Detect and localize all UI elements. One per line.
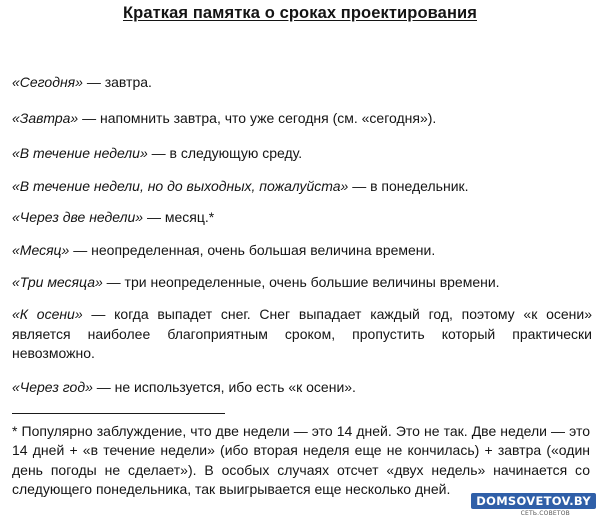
watermark-sub-text: СЕТЬ.СОВЕТОВ bbox=[520, 510, 570, 517]
entry-month bbox=[12, 241, 592, 259]
entry-text: — в понедельник. bbox=[348, 178, 469, 194]
entry-by-autumn bbox=[12, 305, 592, 364]
entry-term: «Сегодня» bbox=[12, 74, 83, 90]
entry-term: «Месяц» bbox=[12, 242, 70, 258]
entry-term: «Завтра» bbox=[12, 110, 79, 126]
footnote-divider bbox=[12, 413, 225, 414]
entry-term: «В течение недели» bbox=[12, 145, 148, 161]
entry-in-a-year bbox=[12, 378, 592, 396]
entry-within-week bbox=[12, 144, 592, 162]
entry-text: — три неопределенные, очень большие величины времени. bbox=[102, 274, 500, 290]
entry-tomorrow bbox=[12, 109, 592, 127]
entry-text: — в следующую среду. bbox=[147, 145, 303, 161]
entry-within-week-before-weekend bbox=[12, 177, 592, 195]
entry-text: — напомнить завтра, что уже сегодня (см. «сегодня»). bbox=[78, 110, 437, 126]
entry-text: — когда выпадет снег. Снег выпадает каждый год, поэтому «к осени» является наиболее благоприятным сроком, пропустить который практически невозможно. bbox=[12, 306, 592, 361]
footnote: * Популярно заблуждение, что две недели — это 14 дней. Это не так. Две недели — это 14 дней + «в течение недели» (ибо вторая неделя еще не кончилась) + завтра («один день погоды не сделает»). В особых случаях отсчет «двух недель» начинается со следующего понедельника, так выигрывается еще несколько дней. bbox=[12, 423, 590, 497]
entry-term: «В течение недели, но до выходных, пожалуйста» bbox=[12, 178, 349, 194]
entry-text: — неопределенная, очень большая величина времени. bbox=[69, 242, 436, 258]
entry-term: «Через две недели» bbox=[12, 209, 144, 225]
entry-term: «Три месяца» bbox=[12, 274, 103, 290]
watermark-logo bbox=[471, 493, 596, 517]
entry-three-months bbox=[12, 273, 592, 291]
entry-term: «Через год» bbox=[12, 379, 93, 395]
entry-today bbox=[12, 73, 592, 91]
entry-text: — завтра. bbox=[82, 74, 152, 90]
entry-text: — не используется, ибо есть «к осени». bbox=[92, 379, 356, 395]
watermark-main-text: DOMSOVETOV.BY bbox=[471, 493, 596, 509]
entry-text: — месяц.* bbox=[143, 209, 215, 225]
page-title: Краткая памятка о сроках проектирования bbox=[122, 4, 477, 22]
entry-two-weeks bbox=[12, 208, 592, 226]
entry-term: «К осени» bbox=[12, 306, 83, 322]
